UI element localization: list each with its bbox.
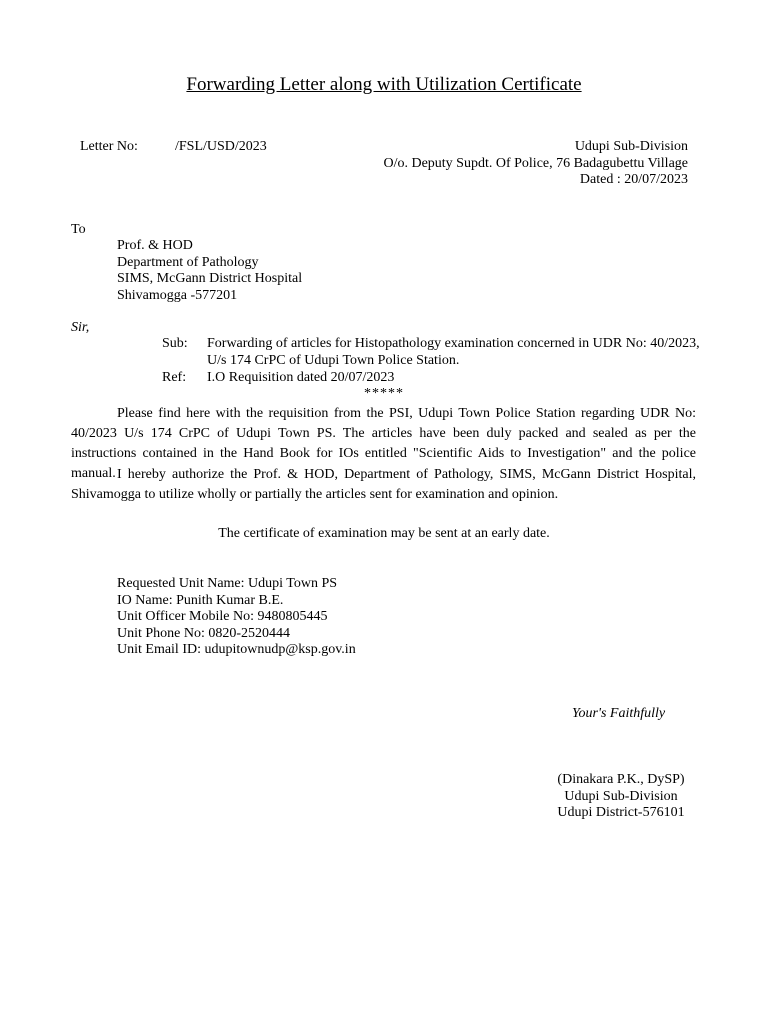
recipient-title: Prof. & HOD: [117, 238, 193, 253]
subject-line-2: U/s 174 CrPC of Udupi Town Police Station.: [207, 352, 460, 368]
recipient-city: Shivamogga -577201: [117, 287, 238, 303]
recipient-address-block: [117, 238, 302, 304]
signatory-office: Udupi Sub-Division: [564, 788, 678, 804]
signatory-name: (Dinakara P.K., DySP): [557, 772, 685, 787]
reference-label: Ref:: [162, 370, 187, 385]
salutation: Sir,: [71, 320, 90, 335]
recipient-institution: SIMS, McGann District Hospital: [117, 271, 303, 286]
body-paragraph-2: [71, 465, 696, 505]
unit-officer-mobile: Unit Officer Mobile No: 9480805445: [117, 609, 328, 624]
letter-number-label: Letter No:: [80, 139, 138, 154]
closing-phrase: Your's Faithfully: [572, 706, 666, 721]
body-paragraph-1-text: Please find here with the requisition from the PSI, Udupi Town Police Station regarding UDR No: 40/2023 U/s 174 CrPC of Udupi Town PS. The articles have been duly packed and sealed as per the instructions contained in the Hand Book for IOs entitled "Scientific Aids to Investigation" and the police manual.: [71, 406, 696, 481]
document-title: Forwarding Letter along with Utilization Certificate: [186, 74, 582, 95]
contact-details-block: [117, 576, 356, 659]
subject-label: Sub:: [162, 336, 188, 351]
subject-text: [207, 336, 700, 369]
to-label: To: [71, 222, 86, 237]
sender-address-block: [383, 139, 688, 189]
letter-date: Dated : 20/07/2023: [579, 172, 688, 187]
io-name: IO Name: Punith Kumar B.E.: [117, 592, 284, 608]
requested-unit-name: Requested Unit Name: Udupi Town PS: [117, 576, 338, 591]
sender-address: O/o. Deputy Supdt. Of Police, 76 Badagubettu Village: [383, 155, 688, 171]
certificate-request-line: The certificate of examination may be sent at an early date.: [218, 526, 550, 541]
subject-line-1: Forwarding of articles for Histopathology examination concerned in UDR No: 40/2023,: [207, 336, 700, 351]
recipient-department: Department of Pathology: [117, 254, 259, 270]
unit-email: Unit Email ID: udupitownudp@ksp.gov.in: [117, 642, 356, 657]
letter-number-value: /FSL/USD/2023: [175, 139, 267, 154]
body-paragraph-2-text: I hereby authorize the Prof. & HOD, Department of Pathology, SIMS, McGann District Hospital, Shivamogga to utilize wholly or partially the articles sent for examination and opinion.: [71, 467, 696, 502]
sender-office: Udupi Sub-Division: [574, 139, 688, 154]
unit-phone: Unit Phone No: 0820-2520444: [117, 625, 291, 641]
reference-text: I.O Requisition dated 20/07/2023: [207, 370, 395, 385]
separator-stars: *****: [364, 386, 404, 401]
signature-block: [538, 772, 704, 822]
signatory-district: Udupi District-576101: [557, 805, 685, 820]
